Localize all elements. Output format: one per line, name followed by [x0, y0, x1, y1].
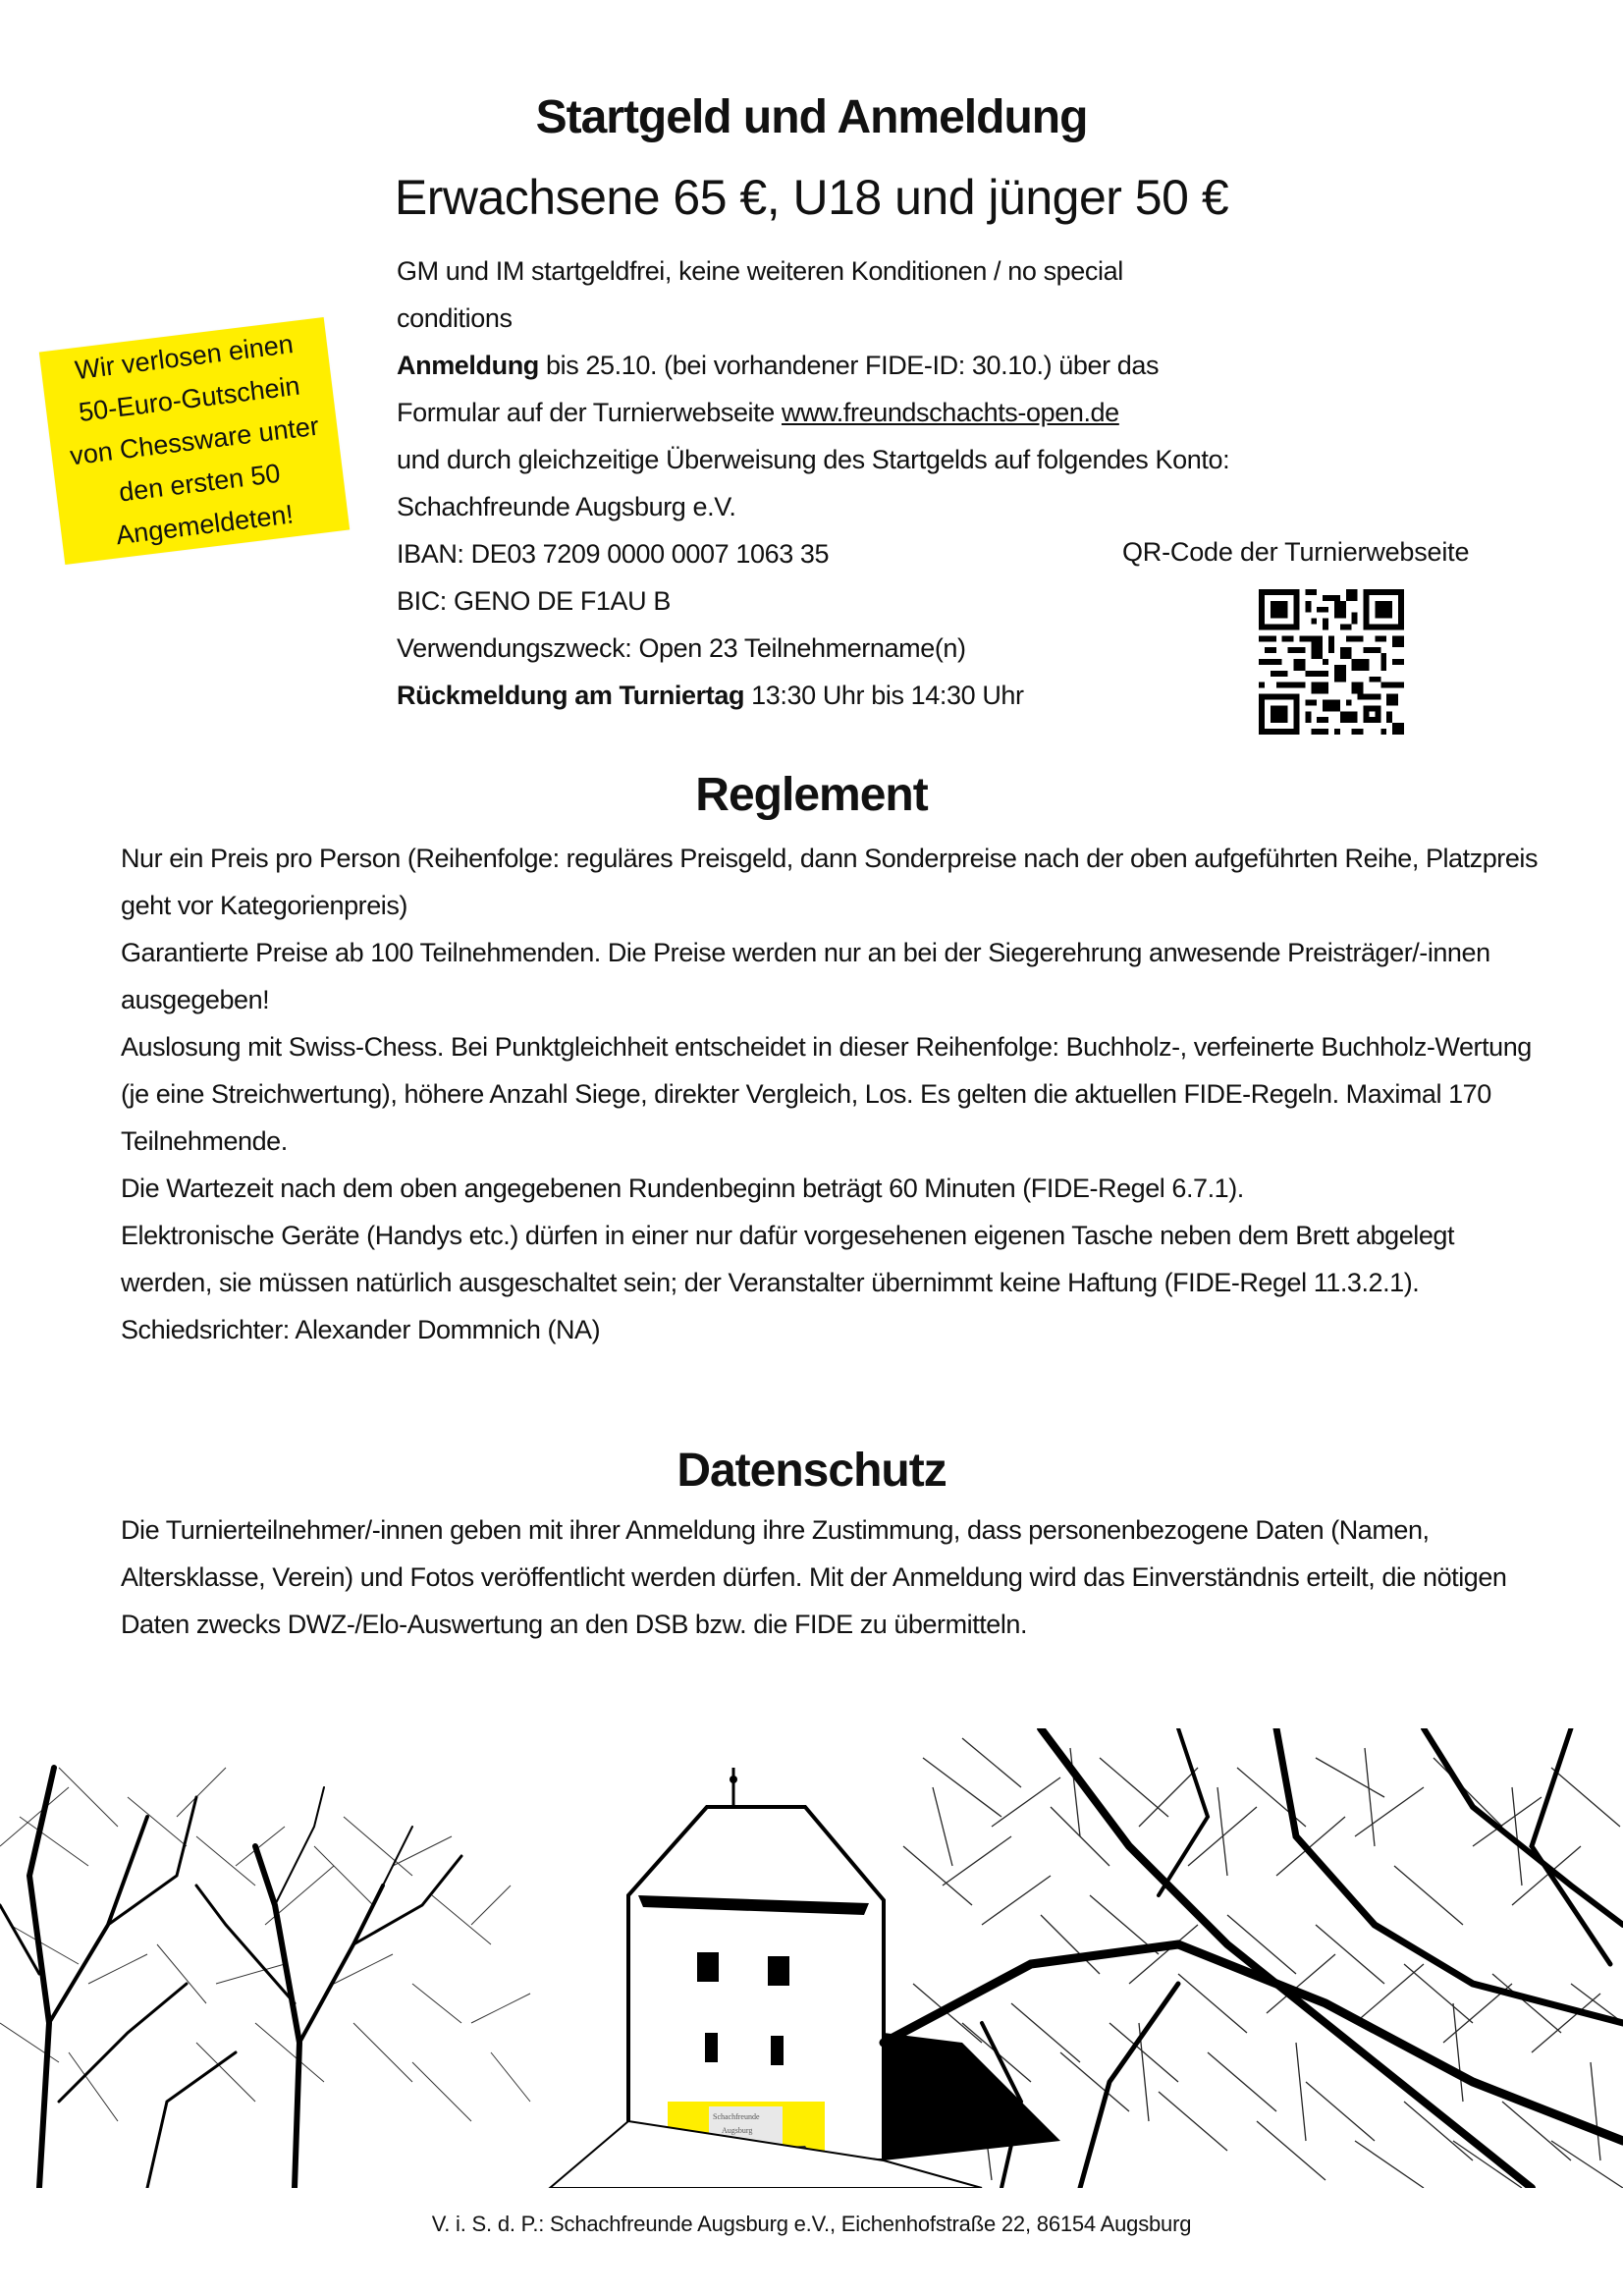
promo-line: Angemeldeten!	[114, 498, 296, 550]
rule-paragraph: Auslosung mit Swiss-Chess. Bei Punktgleichheit entscheidet in dieser Reihenfolge: Buchholz-, verfeinerte Buchholz-Wertung (je eine Streichwertung), höhere Anzahl Siege, direkter Vergleich, Los. Es gelten die aktuellen FIDE-Regeln. Maximal 170 Teilnehmende.	[121, 1032, 1532, 1156]
rule-paragraph: Die Wartezeit nach dem oben angegebenen Rundenbeginn beträgt 60 Minuten (FIDE-Regel 6.7.1).	[121, 1174, 1244, 1203]
promo-line: den ersten 50	[117, 458, 282, 508]
promo-line: Wir verlosen einen	[73, 328, 296, 385]
imprint-footer: V. i. S. d. P.: Schachfreunde Augsburg e.V., Eichenhofstraße 22, 86154 Augsburg	[431, 2212, 1192, 2236]
qr-code-icon[interactable]	[1259, 589, 1404, 735]
registration-info	[397, 247, 1379, 719]
transfer-instructions: und durch gleichzeitige Überweisung des Startgelds auf folgendes Konto:	[397, 445, 1230, 474]
titled-players-note-cont: conditions	[397, 303, 513, 333]
bic: BIC: GENO DE F1AU B	[397, 586, 671, 616]
rule-paragraph: Elektronische Geräte (Handys etc.) dürfen in einer nur dafür vorgesehenen eigenen Tasche neben dem Brett abgelegt werden, sie müssen natürlich ausgeschaltet sein; der Veranstalter übernimmt keine Haftung (FIDE-Regel 11.3.2.1).	[121, 1221, 1455, 1297]
clubhouse-photo	[0, 1728, 1623, 2188]
form-text: Formular auf der Turnierwebseite	[397, 398, 782, 427]
checkin-text: 13:30 Uhr bis 14:30 Uhr	[744, 681, 1024, 710]
privacy-heading: Datenschutz	[676, 1445, 947, 1497]
fees-subheading: Erwachsene 65 €, U18 und jünger 50 €	[394, 170, 1229, 225]
privacy-text	[121, 1506, 1544, 1648]
rules-text	[121, 835, 1544, 1353]
account-holder: Schachfreunde Augsburg e.V.	[397, 492, 736, 521]
rule-paragraph: Nur ein Preis pro Person (Reihenfolge: reguläres Preisgeld, dann Sonderpreise nach der oben aufgeführten Reihe, Platzpreis geht vor Kategorienpreis)	[121, 844, 1538, 920]
rules-heading: Reglement	[695, 769, 928, 821]
promo-line: 50-Euro-Gutschein	[77, 370, 301, 427]
banner-text: Schachfreunde	[713, 2112, 760, 2121]
website-link[interactable]: www.freundschachts-open.de	[781, 398, 1119, 427]
registration-form-line	[397, 389, 1379, 436]
titled-players-note: GM und IM startgeldfrei, keine weiteren Konditionen / no special	[397, 256, 1123, 286]
registration-heading: Startgeld und Anmeldung	[535, 91, 1088, 143]
checkin-time	[397, 672, 1379, 719]
iban: IBAN: DE03 7209 0000 0007 1063 35	[397, 539, 830, 569]
rule-paragraph: Schiedsrichter: Alexander Dommnich (NA)	[121, 1315, 601, 1344]
promo-line: von Chessware unter	[68, 410, 321, 470]
qr-label: QR-Code der Turnierwebseite	[1122, 537, 1470, 567]
payment-purpose: Verwendungszweck: Open 23 Teilnehmername(n)	[397, 633, 966, 663]
rule-paragraph: Garantierte Preise ab 100 Teilnehmenden. Die Preise werden nur an bei der Siegerehrung anwesende Preisträger/-innen ausgegeben!	[121, 938, 1490, 1014]
banner-text: Augsburg	[722, 2126, 753, 2135]
registration-deadline	[397, 342, 1379, 389]
deadline-label: Anmeldung	[397, 351, 539, 380]
deadline-text: bis 25.10. (bei vorhandener FIDE-ID: 30.10.) über das	[538, 351, 1160, 380]
checkin-label: Rückmeldung am Turniertag	[397, 681, 745, 710]
promo-note	[39, 317, 350, 565]
privacy-paragraph: Die Turnierteilnehmer/-innen geben mit ihrer Anmeldung ihre Zustimmung, dass personenbezogene Daten (Namen, Altersklasse, Verein) und Fotos veröffentlicht werden dürfen. Mit der Anmeldung wird das Einverständnis erteilt, die nötigen Daten zwecks DWZ-/Elo-Auswertung an den DSB bzw. die FIDE zu übermitteln.	[121, 1515, 1507, 1639]
